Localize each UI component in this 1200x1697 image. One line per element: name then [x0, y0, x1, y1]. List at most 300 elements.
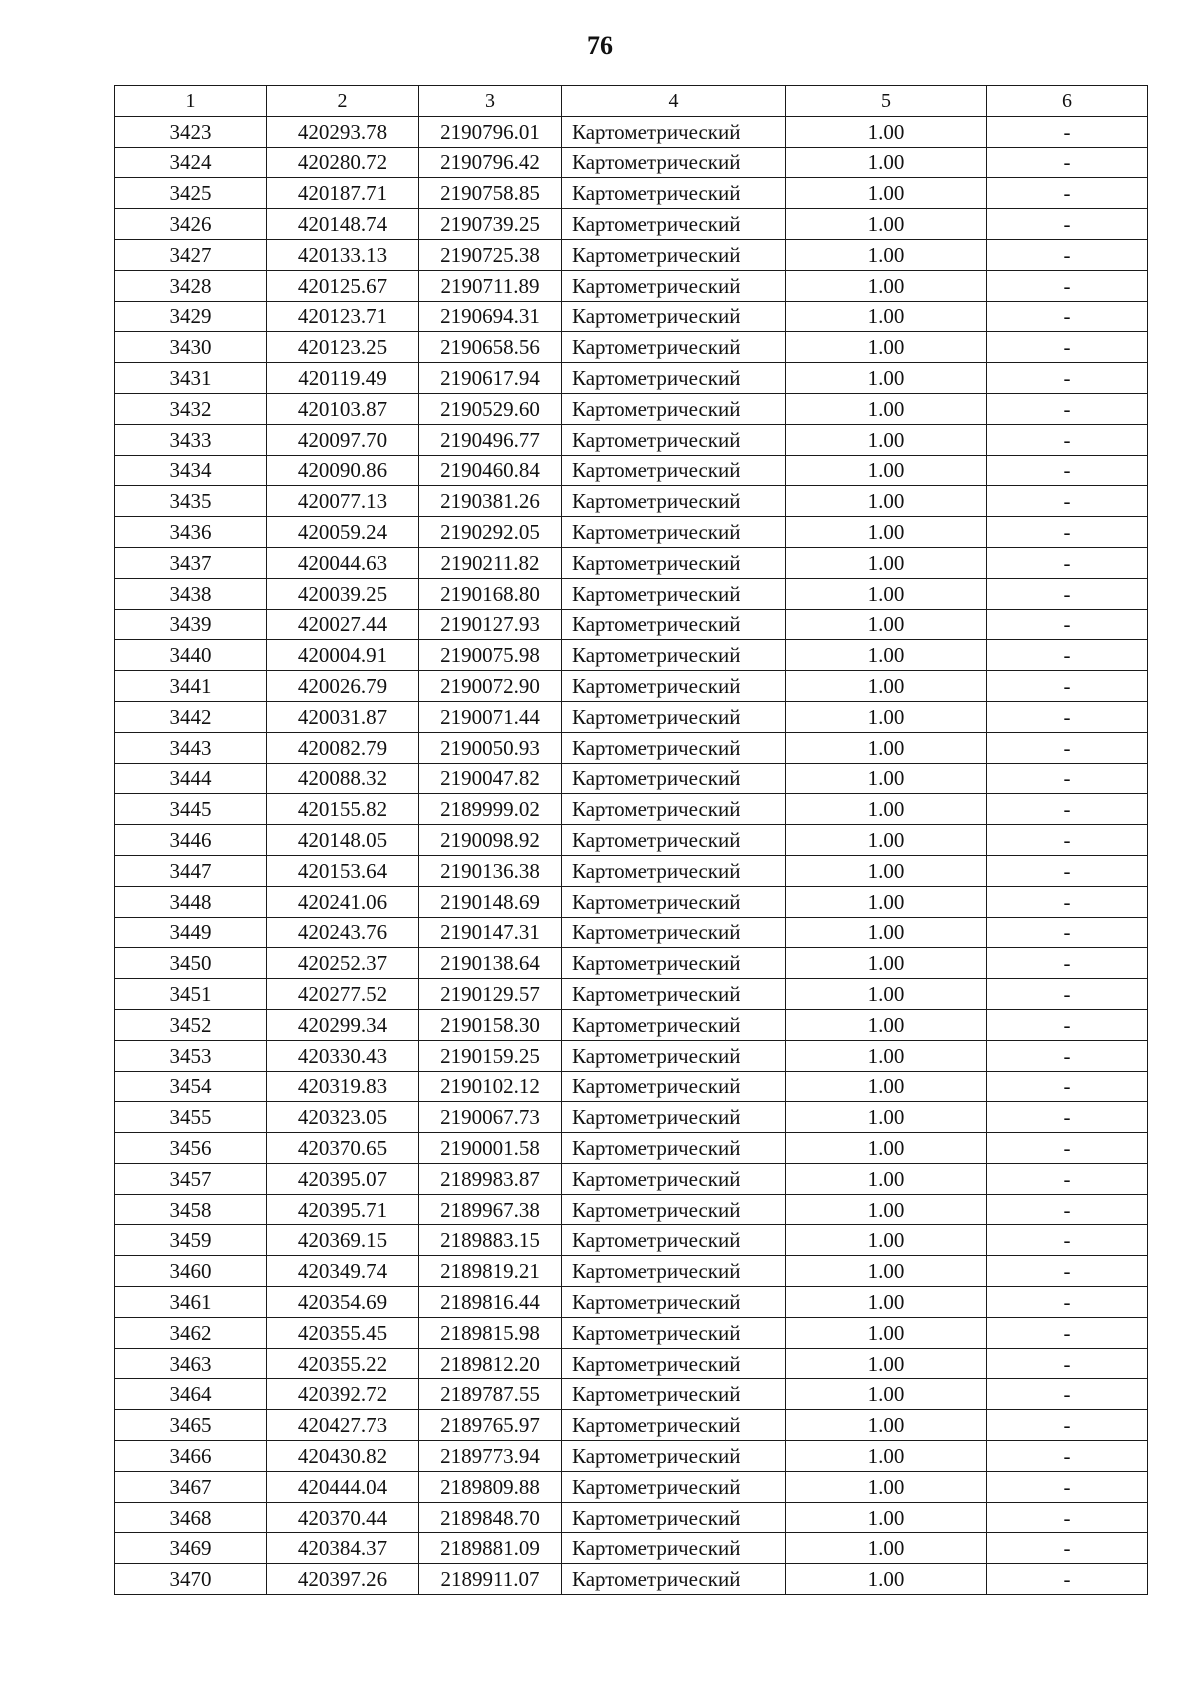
y-coordinate-cell: 2190711.89	[419, 270, 562, 301]
column-header-2: 2	[267, 86, 419, 117]
method-cell: Картометрический	[562, 917, 786, 948]
table-row	[115, 424, 1148, 455]
note-cell: -	[987, 1009, 1148, 1040]
accuracy-cell: 1.00	[786, 640, 987, 671]
point-number-cell: 3447	[115, 855, 267, 886]
column-header-3: 3	[419, 86, 562, 117]
table-row	[115, 1102, 1148, 1133]
y-coordinate-cell: 2190075.98	[419, 640, 562, 671]
accuracy-cell: 1.00	[786, 1348, 987, 1379]
x-coordinate-cell: 420119.49	[267, 363, 419, 394]
point-number-cell: 3460	[115, 1256, 267, 1287]
table-row	[115, 1287, 1148, 1318]
y-coordinate-cell: 2189812.20	[419, 1348, 562, 1379]
method-cell: Картометрический	[562, 794, 786, 825]
y-coordinate-cell: 2190796.42	[419, 147, 562, 178]
point-number-cell: 3465	[115, 1410, 267, 1441]
table-row	[115, 1225, 1148, 1256]
table-row	[115, 363, 1148, 394]
accuracy-cell: 1.00	[786, 578, 987, 609]
note-cell: -	[987, 547, 1148, 578]
y-coordinate-cell: 2190158.30	[419, 1009, 562, 1040]
note-cell: -	[987, 1163, 1148, 1194]
x-coordinate-cell: 420044.63	[267, 547, 419, 578]
y-coordinate-cell: 2190739.25	[419, 209, 562, 240]
y-coordinate-cell: 2189787.55	[419, 1379, 562, 1410]
method-cell: Картометрический	[562, 178, 786, 209]
table-row	[115, 270, 1148, 301]
table-row	[115, 1040, 1148, 1071]
method-cell: Картометрический	[562, 1040, 786, 1071]
y-coordinate-cell: 2190460.84	[419, 455, 562, 486]
method-cell: Картометрический	[562, 1163, 786, 1194]
method-cell: Картометрический	[562, 517, 786, 548]
table-row	[115, 1379, 1148, 1410]
point-number-cell: 3435	[115, 486, 267, 517]
accuracy-cell: 1.00	[786, 1133, 987, 1164]
method-cell: Картометрический	[562, 886, 786, 917]
method-cell: Картометрический	[562, 1133, 786, 1164]
y-coordinate-cell: 2190381.26	[419, 486, 562, 517]
table-row	[115, 455, 1148, 486]
table-row	[115, 1533, 1148, 1564]
y-coordinate-cell: 2189967.38	[419, 1194, 562, 1225]
table-row	[115, 1317, 1148, 1348]
table-row	[115, 209, 1148, 240]
x-coordinate-cell: 420148.74	[267, 209, 419, 240]
table-row	[115, 609, 1148, 640]
y-coordinate-cell: 2189815.98	[419, 1317, 562, 1348]
point-number-cell: 3466	[115, 1441, 267, 1472]
accuracy-cell: 1.00	[786, 1256, 987, 1287]
note-cell: -	[987, 1410, 1148, 1441]
y-coordinate-cell: 2190529.60	[419, 393, 562, 424]
method-cell: Картометрический	[562, 332, 786, 363]
table-row	[115, 147, 1148, 178]
note-cell: -	[987, 701, 1148, 732]
point-number-cell: 3441	[115, 671, 267, 702]
table-row	[115, 1410, 1148, 1441]
note-cell: -	[987, 178, 1148, 209]
point-number-cell: 3434	[115, 455, 267, 486]
method-cell: Картометрический	[562, 763, 786, 794]
accuracy-cell: 1.00	[786, 1564, 987, 1595]
x-coordinate-cell: 420370.44	[267, 1502, 419, 1533]
point-number-cell: 3470	[115, 1564, 267, 1595]
table-row	[115, 178, 1148, 209]
method-cell: Картометрический	[562, 147, 786, 178]
y-coordinate-cell: 2190047.82	[419, 763, 562, 794]
table-row	[115, 671, 1148, 702]
table-row	[115, 578, 1148, 609]
point-number-cell: 3431	[115, 363, 267, 394]
accuracy-cell: 1.00	[786, 393, 987, 424]
x-coordinate-cell: 420243.76	[267, 917, 419, 948]
y-coordinate-cell: 2190001.58	[419, 1133, 562, 1164]
accuracy-cell: 1.00	[786, 455, 987, 486]
y-coordinate-cell: 2190067.73	[419, 1102, 562, 1133]
method-cell: Картометрический	[562, 671, 786, 702]
method-cell: Картометрический	[562, 732, 786, 763]
header-row	[115, 86, 1148, 117]
table-row	[115, 1471, 1148, 1502]
y-coordinate-cell: 2190072.90	[419, 671, 562, 702]
note-cell: -	[987, 332, 1148, 363]
note-cell: -	[987, 209, 1148, 240]
method-cell: Картометрический	[562, 1194, 786, 1225]
method-cell: Картометрический	[562, 640, 786, 671]
note-cell: -	[987, 794, 1148, 825]
method-cell: Картометрический	[562, 209, 786, 240]
accuracy-cell: 1.00	[786, 1471, 987, 1502]
accuracy-cell: 1.00	[786, 671, 987, 702]
x-coordinate-cell: 420397.26	[267, 1564, 419, 1595]
note-cell: -	[987, 732, 1148, 763]
column-header-6: 6	[987, 86, 1148, 117]
x-coordinate-cell: 420027.44	[267, 609, 419, 640]
y-coordinate-cell: 2190148.69	[419, 886, 562, 917]
y-coordinate-cell: 2190127.93	[419, 609, 562, 640]
x-coordinate-cell: 420187.71	[267, 178, 419, 209]
page-number: 76	[587, 31, 613, 60]
table-row	[115, 1256, 1148, 1287]
note-cell: -	[987, 609, 1148, 640]
y-coordinate-cell: 2189809.88	[419, 1471, 562, 1502]
y-coordinate-cell: 2190796.01	[419, 116, 562, 147]
table-row	[115, 547, 1148, 578]
table-row	[115, 1564, 1148, 1595]
coordinates-table	[114, 85, 1148, 1595]
note-cell: -	[987, 1533, 1148, 1564]
note-cell: -	[987, 270, 1148, 301]
method-cell: Картометрический	[562, 486, 786, 517]
point-number-cell: 3424	[115, 147, 267, 178]
method-cell: Картометрический	[562, 855, 786, 886]
table-row	[115, 517, 1148, 548]
y-coordinate-cell: 2190147.31	[419, 917, 562, 948]
method-cell: Картометрический	[562, 578, 786, 609]
accuracy-cell: 1.00	[786, 1009, 987, 1040]
accuracy-cell: 1.00	[786, 1533, 987, 1564]
method-cell: Картометрический	[562, 1564, 786, 1595]
y-coordinate-cell: 2190658.56	[419, 332, 562, 363]
y-coordinate-cell: 2189911.07	[419, 1564, 562, 1595]
note-cell: -	[987, 301, 1148, 332]
x-coordinate-cell: 420349.74	[267, 1256, 419, 1287]
y-coordinate-cell: 2190050.93	[419, 732, 562, 763]
point-number-cell: 3462	[115, 1317, 267, 1348]
method-cell: Картометрический	[562, 701, 786, 732]
point-number-cell: 3432	[115, 393, 267, 424]
y-coordinate-cell: 2190071.44	[419, 701, 562, 732]
table-row	[115, 701, 1148, 732]
method-cell: Картометрический	[562, 1256, 786, 1287]
table-row	[115, 1133, 1148, 1164]
point-number-cell: 3458	[115, 1194, 267, 1225]
table-row	[115, 486, 1148, 517]
point-number-cell: 3430	[115, 332, 267, 363]
y-coordinate-cell: 2190496.77	[419, 424, 562, 455]
y-coordinate-cell: 2190758.85	[419, 178, 562, 209]
point-number-cell: 3433	[115, 424, 267, 455]
method-cell: Картометрический	[562, 1009, 786, 1040]
point-number-cell: 3459	[115, 1225, 267, 1256]
table-row	[115, 1009, 1148, 1040]
x-coordinate-cell: 420444.04	[267, 1471, 419, 1502]
x-coordinate-cell: 420123.71	[267, 301, 419, 332]
method-cell: Картометрический	[562, 1471, 786, 1502]
y-coordinate-cell: 2190168.80	[419, 578, 562, 609]
y-coordinate-cell: 2189883.15	[419, 1225, 562, 1256]
y-coordinate-cell: 2190136.38	[419, 855, 562, 886]
table-row	[115, 239, 1148, 270]
accuracy-cell: 1.00	[786, 116, 987, 147]
table-row	[115, 1502, 1148, 1533]
table-row	[115, 732, 1148, 763]
table-row	[115, 1348, 1148, 1379]
y-coordinate-cell: 2190138.64	[419, 948, 562, 979]
accuracy-cell: 1.00	[786, 948, 987, 979]
table-row	[115, 393, 1148, 424]
note-cell: -	[987, 979, 1148, 1010]
table-row	[115, 1071, 1148, 1102]
accuracy-cell: 1.00	[786, 886, 987, 917]
point-number-cell: 3450	[115, 948, 267, 979]
y-coordinate-cell: 2189983.87	[419, 1163, 562, 1194]
x-coordinate-cell: 420155.82	[267, 794, 419, 825]
table-row	[115, 917, 1148, 948]
table-row	[115, 855, 1148, 886]
accuracy-cell: 1.00	[786, 763, 987, 794]
point-number-cell: 3469	[115, 1533, 267, 1564]
table-row	[115, 1441, 1148, 1472]
method-cell: Картометрический	[562, 948, 786, 979]
method-cell: Картометрический	[562, 979, 786, 1010]
note-cell: -	[987, 486, 1148, 517]
note-cell: -	[987, 1040, 1148, 1071]
accuracy-cell: 1.00	[786, 209, 987, 240]
method-cell: Картометрический	[562, 1317, 786, 1348]
point-number-cell: 3445	[115, 794, 267, 825]
y-coordinate-cell: 2190098.92	[419, 825, 562, 856]
point-number-cell: 3454	[115, 1071, 267, 1102]
accuracy-cell: 1.00	[786, 486, 987, 517]
x-coordinate-cell: 420026.79	[267, 671, 419, 702]
point-number-cell: 3436	[115, 517, 267, 548]
x-coordinate-cell: 420252.37	[267, 948, 419, 979]
note-cell: -	[987, 1133, 1148, 1164]
x-coordinate-cell: 420241.06	[267, 886, 419, 917]
table-row	[115, 979, 1148, 1010]
note-cell: -	[987, 763, 1148, 794]
point-number-cell: 3468	[115, 1502, 267, 1533]
point-number-cell: 3426	[115, 209, 267, 240]
table-row	[115, 116, 1148, 147]
note-cell: -	[987, 1379, 1148, 1410]
note-cell: -	[987, 1225, 1148, 1256]
table-row	[115, 1163, 1148, 1194]
x-coordinate-cell: 420123.25	[267, 332, 419, 363]
point-number-cell: 3455	[115, 1102, 267, 1133]
column-header-5: 5	[786, 86, 987, 117]
note-cell: -	[987, 825, 1148, 856]
x-coordinate-cell: 420133.13	[267, 239, 419, 270]
x-coordinate-cell: 420280.72	[267, 147, 419, 178]
table-row	[115, 948, 1148, 979]
method-cell: Картометрический	[562, 301, 786, 332]
table-row	[115, 1194, 1148, 1225]
x-coordinate-cell: 420369.15	[267, 1225, 419, 1256]
point-number-cell: 3461	[115, 1287, 267, 1318]
method-cell: Картометрический	[562, 1410, 786, 1441]
accuracy-cell: 1.00	[786, 825, 987, 856]
x-coordinate-cell: 420103.87	[267, 393, 419, 424]
y-coordinate-cell: 2189848.70	[419, 1502, 562, 1533]
method-cell: Картометрический	[562, 825, 786, 856]
accuracy-cell: 1.00	[786, 732, 987, 763]
method-cell: Картометрический	[562, 393, 786, 424]
method-cell: Картометрический	[562, 1102, 786, 1133]
note-cell: -	[987, 1102, 1148, 1133]
column-header-4: 4	[562, 86, 786, 117]
x-coordinate-cell: 420299.34	[267, 1009, 419, 1040]
accuracy-cell: 1.00	[786, 1040, 987, 1071]
x-coordinate-cell: 420293.78	[267, 116, 419, 147]
note-cell: -	[987, 855, 1148, 886]
x-coordinate-cell: 420354.69	[267, 1287, 419, 1318]
accuracy-cell: 1.00	[786, 1317, 987, 1348]
x-coordinate-cell: 420395.07	[267, 1163, 419, 1194]
table-body	[115, 116, 1148, 1594]
accuracy-cell: 1.00	[786, 363, 987, 394]
x-coordinate-cell: 420082.79	[267, 732, 419, 763]
accuracy-cell: 1.00	[786, 270, 987, 301]
point-number-cell: 3437	[115, 547, 267, 578]
note-cell: -	[987, 1471, 1148, 1502]
point-number-cell: 3444	[115, 763, 267, 794]
accuracy-cell: 1.00	[786, 1441, 987, 1472]
note-cell: -	[987, 455, 1148, 486]
table-row	[115, 332, 1148, 363]
point-number-cell: 3429	[115, 301, 267, 332]
x-coordinate-cell: 420392.72	[267, 1379, 419, 1410]
point-number-cell: 3451	[115, 979, 267, 1010]
point-number-cell: 3467	[115, 1471, 267, 1502]
x-coordinate-cell: 420430.82	[267, 1441, 419, 1472]
x-coordinate-cell: 420384.37	[267, 1533, 419, 1564]
x-coordinate-cell: 420088.32	[267, 763, 419, 794]
method-cell: Картометрический	[562, 270, 786, 301]
x-coordinate-cell: 420097.70	[267, 424, 419, 455]
y-coordinate-cell: 2189881.09	[419, 1533, 562, 1564]
x-coordinate-cell: 420059.24	[267, 517, 419, 548]
x-coordinate-cell: 420039.25	[267, 578, 419, 609]
y-coordinate-cell: 2190725.38	[419, 239, 562, 270]
y-coordinate-cell: 2189816.44	[419, 1287, 562, 1318]
note-cell: -	[987, 640, 1148, 671]
point-number-cell: 3438	[115, 578, 267, 609]
method-cell: Картометрический	[562, 1379, 786, 1410]
x-coordinate-cell: 420370.65	[267, 1133, 419, 1164]
y-coordinate-cell: 2189819.21	[419, 1256, 562, 1287]
x-coordinate-cell: 420277.52	[267, 979, 419, 1010]
accuracy-cell: 1.00	[786, 1194, 987, 1225]
x-coordinate-cell: 420323.05	[267, 1102, 419, 1133]
note-cell: -	[987, 116, 1148, 147]
column-header-1: 1	[115, 86, 267, 117]
y-coordinate-cell: 2189765.97	[419, 1410, 562, 1441]
point-number-cell: 3452	[115, 1009, 267, 1040]
point-number-cell: 3446	[115, 825, 267, 856]
x-coordinate-cell: 420077.13	[267, 486, 419, 517]
table-row	[115, 886, 1148, 917]
x-coordinate-cell: 420153.64	[267, 855, 419, 886]
accuracy-cell: 1.00	[786, 1163, 987, 1194]
point-number-cell: 3423	[115, 116, 267, 147]
point-number-cell: 3428	[115, 270, 267, 301]
note-cell: -	[987, 886, 1148, 917]
table-row	[115, 794, 1148, 825]
y-coordinate-cell: 2190694.31	[419, 301, 562, 332]
y-coordinate-cell: 2190211.82	[419, 547, 562, 578]
x-coordinate-cell: 420319.83	[267, 1071, 419, 1102]
y-coordinate-cell: 2190159.25	[419, 1040, 562, 1071]
method-cell: Картометрический	[562, 116, 786, 147]
accuracy-cell: 1.00	[786, 1379, 987, 1410]
x-coordinate-cell: 420031.87	[267, 701, 419, 732]
x-coordinate-cell: 420395.71	[267, 1194, 419, 1225]
x-coordinate-cell: 420427.73	[267, 1410, 419, 1441]
accuracy-cell: 1.00	[786, 1287, 987, 1318]
table-row	[115, 640, 1148, 671]
point-number-cell: 3456	[115, 1133, 267, 1164]
point-number-cell: 3442	[115, 701, 267, 732]
point-number-cell: 3425	[115, 178, 267, 209]
note-cell: -	[987, 1441, 1148, 1472]
note-cell: -	[987, 239, 1148, 270]
accuracy-cell: 1.00	[786, 147, 987, 178]
note-cell: -	[987, 363, 1148, 394]
note-cell: -	[987, 1256, 1148, 1287]
note-cell: -	[987, 578, 1148, 609]
point-number-cell: 3457	[115, 1163, 267, 1194]
accuracy-cell: 1.00	[786, 855, 987, 886]
y-coordinate-cell: 2190617.94	[419, 363, 562, 394]
x-coordinate-cell: 420090.86	[267, 455, 419, 486]
accuracy-cell: 1.00	[786, 517, 987, 548]
accuracy-cell: 1.00	[786, 424, 987, 455]
method-cell: Картометрический	[562, 363, 786, 394]
accuracy-cell: 1.00	[786, 979, 987, 1010]
table-row	[115, 825, 1148, 856]
note-cell: -	[987, 1502, 1148, 1533]
accuracy-cell: 1.00	[786, 239, 987, 270]
note-cell: -	[987, 424, 1148, 455]
note-cell: -	[987, 517, 1148, 548]
x-coordinate-cell: 420004.91	[267, 640, 419, 671]
note-cell: -	[987, 1564, 1148, 1595]
method-cell: Картометрический	[562, 1348, 786, 1379]
note-cell: -	[987, 1287, 1148, 1318]
method-cell: Картометрический	[562, 1287, 786, 1318]
method-cell: Картометрический	[562, 547, 786, 578]
accuracy-cell: 1.00	[786, 794, 987, 825]
accuracy-cell: 1.00	[786, 701, 987, 732]
accuracy-cell: 1.00	[786, 1071, 987, 1102]
method-cell: Картометрический	[562, 1225, 786, 1256]
method-cell: Картометрический	[562, 1441, 786, 1472]
point-number-cell: 3427	[115, 239, 267, 270]
